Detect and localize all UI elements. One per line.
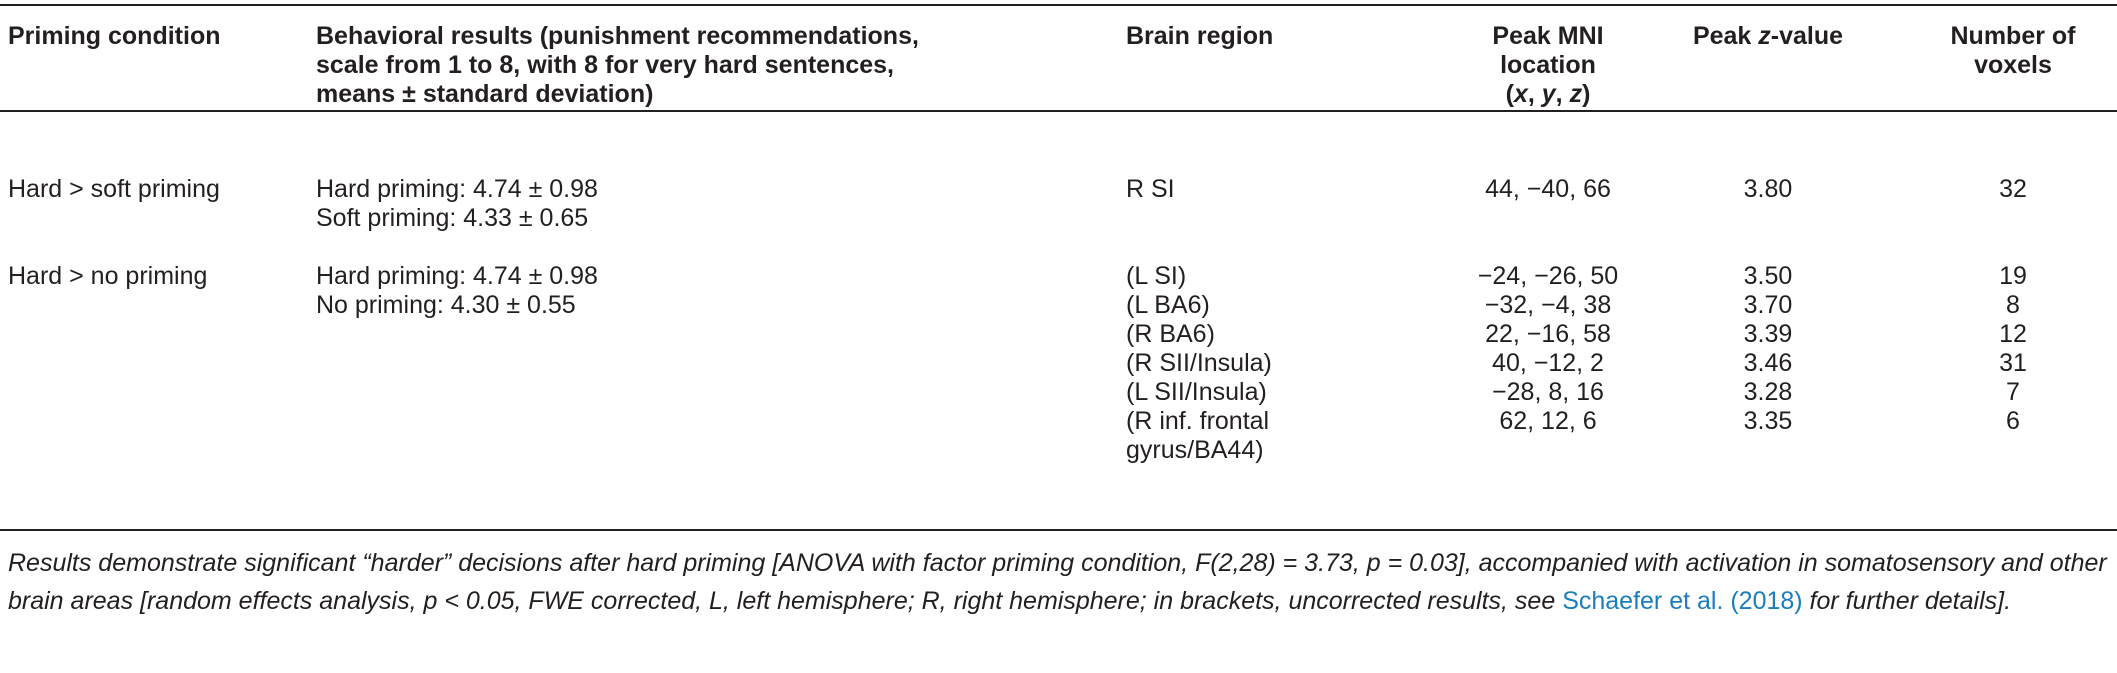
header-brain-region: Brain region bbox=[1126, 22, 1274, 50]
row2-z: 3.50 3.70 3.39 3.46 3.28 3.35 bbox=[1743, 262, 1793, 435]
header-voxels: Number of voxels bbox=[1950, 22, 2076, 79]
row2-behavioral: Hard priming: 4.74 ± 0.98 No priming: 4.30 ± 0.55 bbox=[316, 262, 598, 319]
header-peak-z: Peak z-value bbox=[1692, 22, 1844, 50]
row1-condition: Hard > soft priming bbox=[8, 175, 220, 203]
header-peak-mni: Peak MNI location (x, y, z) bbox=[1393, 22, 1703, 109]
table-header-rule bbox=[0, 110, 2117, 112]
row2-voxels: 19 8 12 31 7 6 bbox=[1999, 262, 2027, 435]
table-top-rule bbox=[0, 4, 2117, 6]
header-peak-mni-coords: (x, y, z) bbox=[1505, 80, 1591, 108]
row2-regions: (L SI) (L BA6) (R BA6) (R SII/Insula) (L SII/Insula) (R inf. frontal gyrus/BA44) bbox=[1126, 262, 1272, 464]
row1-mni: 44, −40, 66 bbox=[1485, 175, 1611, 203]
header-priming-condition: Priming condition bbox=[8, 22, 221, 50]
reference-link[interactable]: Schaefer et al. (2018) bbox=[1562, 587, 1803, 615]
row1-regions: R SI bbox=[1126, 175, 1175, 203]
row1-behavioral: Hard priming: 4.74 ± 0.98 Soft priming: 4.33 ± 0.65 bbox=[316, 175, 598, 232]
table-bottom-rule bbox=[0, 529, 2117, 531]
row2-mni: −24, −26, 50 −32, −4, 38 22, −16, 58 40, −12, 2 −28, 8, 16 62, 12, 6 bbox=[1477, 262, 1619, 435]
table-footnote: Results demonstrate significant “harder” decisions after hard priming [ANOVA with factor priming condition, F(2,28) = 3.73, p = 0.03], accompanied with activation in somatosensory and other brain areas [random effects analysis, p < 0.05, FWE corrected, L, left hemisphere; R, right hemisphere; in brackets, uncorrected results, see Schaefer et al. (2018) for further details]. bbox=[8, 549, 2107, 615]
row2-condition: Hard > no priming bbox=[8, 262, 208, 290]
row1-z: 3.80 bbox=[1743, 175, 1793, 203]
row1-voxels: 32 bbox=[1999, 175, 2027, 203]
header-behavioral-results: Behavioral results (punishment recommendations, scale from 1 to 8, with 8 for very hard sentences, means ± standard deviation) bbox=[316, 22, 919, 108]
